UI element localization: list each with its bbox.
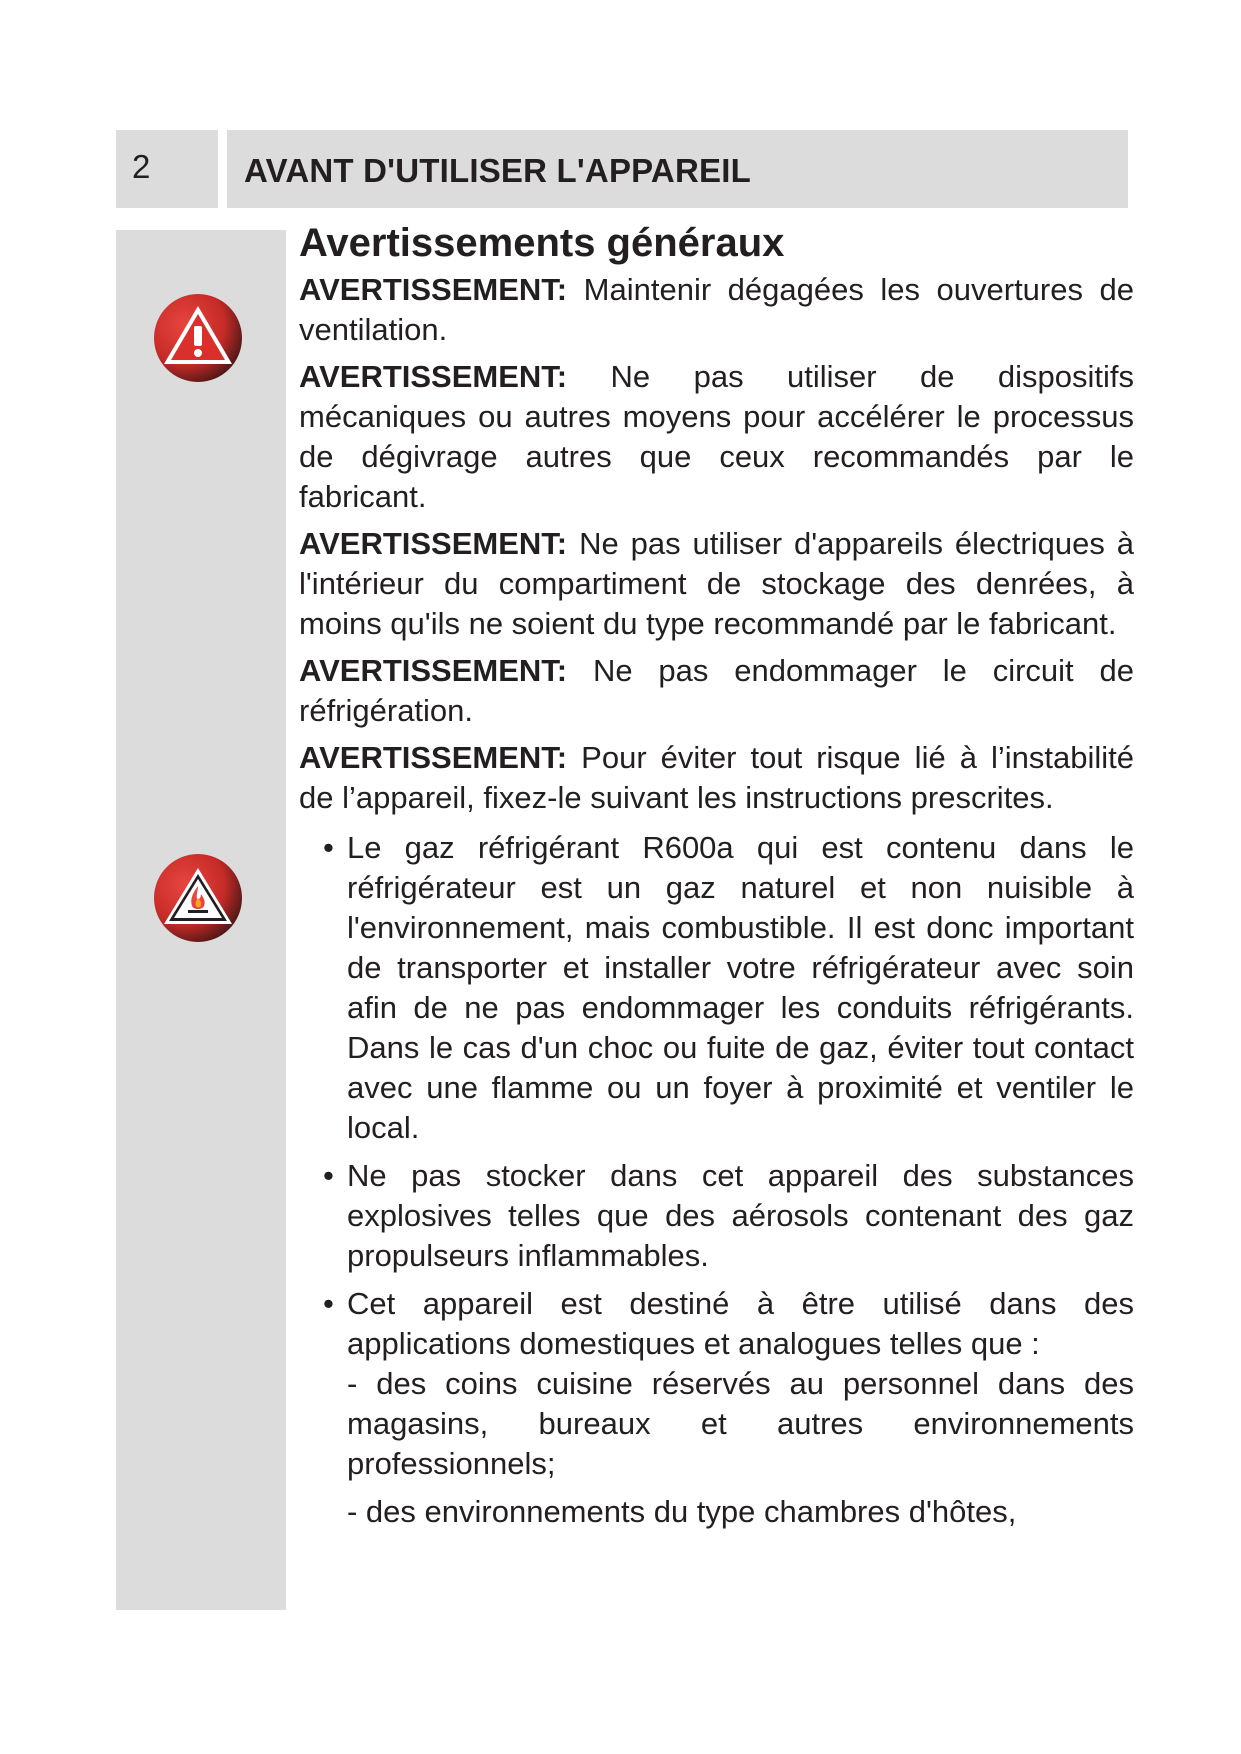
header-title: AVANT D'UTILISER L'APPAREIL bbox=[244, 152, 751, 189]
bullet-marker: • bbox=[323, 1158, 334, 1193]
bullet-list bbox=[299, 828, 1134, 1532]
list-item-text: Le gaz réfrigérant R600a qui est contenu dans le réfrigérateur est un gaz naturel et non nuisible à l'environnement, mais combustible. Il est donc important de transporter et installer votre réfrigérateur avec soin afin de ne pas endommager les conduits réfrigérants. Dans le cas d'un choc ou fuite de gaz, éviter tout contact avec une flamme ou un foyer à proximité et ventiler le local. bbox=[347, 830, 1134, 1145]
warning-label: AVERTISSEMENT: bbox=[299, 272, 568, 307]
list-item bbox=[323, 1284, 1134, 1532]
warning-triangle-icon bbox=[152, 292, 244, 384]
warning-label: AVERTISSEMENT: bbox=[299, 653, 568, 688]
main-content bbox=[299, 220, 1134, 1540]
warning-label: AVERTISSEMENT: bbox=[299, 526, 568, 561]
page-number: 2 bbox=[132, 148, 151, 185]
list-item bbox=[323, 828, 1134, 1148]
bullet-marker: • bbox=[323, 830, 334, 865]
flammable-warning-icon bbox=[152, 852, 244, 944]
warning-text: Ne pas endommager le circuit de réfrigération. bbox=[299, 653, 1134, 728]
list-item-text: Ne pas stocker dans cet appareil des substances explosives telles que des aérosols contenant des gaz propulseurs inflammables. bbox=[347, 1158, 1134, 1273]
dash-item: - des coins cuisine réservés au personnel dans des magasins, bureaux et autres environnements professionnels; bbox=[347, 1366, 1134, 1481]
page-header bbox=[227, 130, 1128, 208]
warning-paragraph bbox=[299, 270, 1134, 350]
warning-label: AVERTISSEMENT: bbox=[299, 740, 568, 775]
warning-label: AVERTISSEMENT: bbox=[299, 359, 568, 394]
dash-item: - des environnements du type chambres d'hôtes, bbox=[347, 1494, 1017, 1529]
warning-text: Ne pas utiliser de dispositifs mécaniques ou autres moyens pour accélérer le processus de dégivrage autres que ceux recommandés par le fabricant. bbox=[299, 359, 1134, 514]
warning-paragraph bbox=[299, 524, 1134, 644]
page-number-box bbox=[116, 130, 218, 208]
list-item bbox=[323, 1156, 1134, 1276]
warning-text: Maintenir dégagées les ouvertures de ventilation. bbox=[299, 272, 1134, 347]
warning-paragraph bbox=[299, 651, 1134, 731]
warning-text: Pour éviter tout risque lié à l’instabilité de l’appareil, fixez-le suivant les instructions prescrites. bbox=[299, 740, 1134, 815]
sidebar-panel bbox=[116, 230, 286, 1610]
bullet-marker: • bbox=[323, 1286, 334, 1321]
warning-text: Ne pas utiliser d'appareils électriques à l'intérieur du compartiment de stockage des denrées, à moins qu'ils ne soient du type recommandé par le fabricant. bbox=[299, 526, 1134, 641]
section-title: Avertissements généraux bbox=[299, 221, 785, 265]
warning-paragraph bbox=[299, 357, 1134, 517]
list-item-text: Cet appareil est destiné à être utilisé dans des applications domestiques et analogues telles que : bbox=[347, 1286, 1134, 1361]
warning-paragraph bbox=[299, 738, 1134, 818]
